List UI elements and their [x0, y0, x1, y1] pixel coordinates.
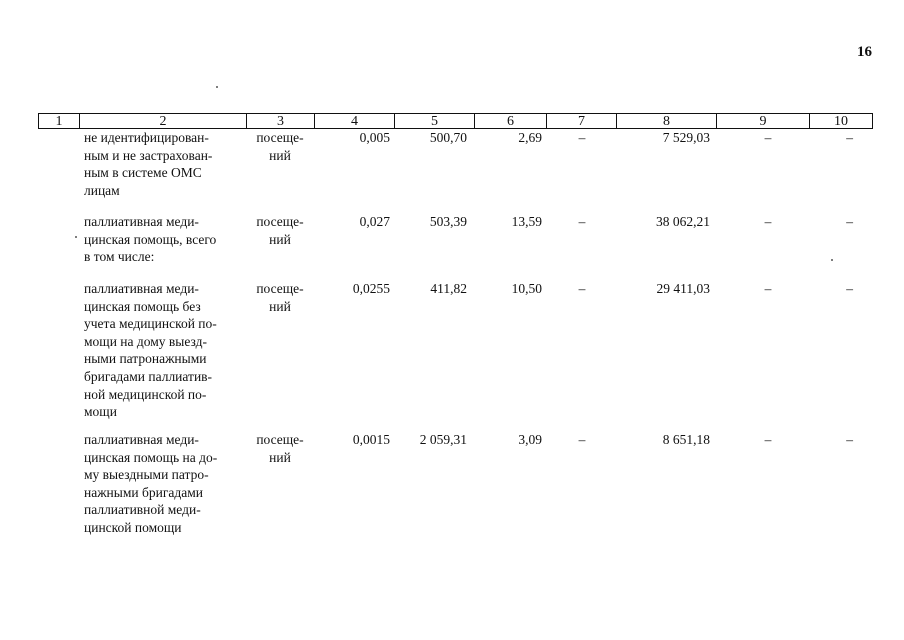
description-line: цинская помощь, всего	[84, 231, 217, 247]
description-line: ным в системе ОМС	[84, 165, 202, 181]
cell-col-8: 29 411,03	[656, 281, 710, 296]
header-col-6: 6	[475, 114, 547, 128]
unit-line: ний	[269, 449, 291, 465]
description-line: му выездными патро-	[84, 467, 209, 483]
cell-col-8: 8 651,18	[662, 432, 710, 447]
description-line: мощи на дому выезд-	[84, 333, 207, 349]
description-line: паллиативная меди-	[84, 432, 199, 447]
row-description	[84, 431, 236, 537]
header-col-3: 3	[247, 114, 315, 128]
description-line: учета медицинской по-	[84, 316, 217, 332]
row-description	[84, 129, 236, 199]
header-col-5: 5	[395, 114, 475, 128]
unit-line: посеще-	[256, 432, 304, 447]
cell-col-4: 0,0255	[352, 281, 390, 296]
description-line: нажными бригадами	[84, 484, 203, 500]
cell-col-7: –	[578, 281, 586, 296]
cell-col-10: –	[846, 432, 853, 447]
scan-speck	[216, 86, 218, 88]
unit-line: посеще-	[256, 130, 304, 145]
description-line: паллиативная меди-	[84, 281, 199, 296]
row-unit	[250, 280, 310, 315]
cell-col-7: –	[578, 214, 586, 229]
header-col-7: 7	[547, 114, 617, 128]
header-col-2: 2	[80, 114, 247, 128]
cell-col-6: 13,59	[511, 214, 542, 229]
description-line: в том числе:	[84, 249, 155, 265]
header-col-9: 9	[717, 114, 810, 128]
cell-col-4: 0,027	[359, 214, 390, 229]
cell-col-8: 38 062,21	[656, 214, 710, 229]
cell-col-9: –	[764, 281, 772, 296]
cell-col-10: –	[846, 130, 853, 145]
scan-speck	[831, 259, 833, 261]
row-description	[84, 213, 236, 266]
table-header-row	[38, 113, 873, 129]
description-line: не идентифицирован-	[84, 130, 209, 145]
unit-line: ний	[269, 231, 291, 247]
cell-col-9: –	[764, 130, 772, 145]
scan-speck	[75, 236, 77, 238]
row-unit	[250, 213, 310, 248]
description-line: цинской помощи	[84, 519, 182, 535]
cell-col-10: –	[846, 281, 853, 296]
unit-line: посеще-	[256, 281, 304, 296]
unit-line: ний	[269, 298, 291, 314]
description-line: паллиативной меди-	[84, 502, 201, 518]
cell-col-6: 10,50	[511, 281, 542, 296]
description-line: лицам	[84, 182, 120, 198]
cell-col-5: 500,70	[429, 130, 467, 145]
description-line: ными патронажными	[84, 351, 207, 367]
unit-line: посеще-	[256, 214, 304, 229]
cell-col-7: –	[578, 130, 586, 145]
header-col-10: 10	[834, 114, 848, 129]
header-col-1: 1	[39, 114, 80, 128]
description-line: цинская помощь на до-	[84, 449, 218, 465]
cell-col-5: 2 059,31	[419, 432, 467, 447]
row-description	[84, 280, 236, 421]
cell-col-8: 7 529,03	[662, 130, 710, 145]
description-line: ной медицинской по-	[84, 386, 207, 402]
unit-line: ний	[269, 147, 291, 163]
cell-col-6: 2,69	[518, 130, 542, 145]
description-line: цинская помощь без	[84, 298, 201, 314]
page-number: 16	[857, 44, 872, 60]
cell-col-4: 0,0015	[352, 432, 390, 447]
cell-col-5: 503,39	[429, 214, 467, 229]
description-line: мощи	[84, 404, 117, 420]
cell-col-9: –	[764, 432, 772, 447]
row-unit	[250, 431, 310, 466]
cell-col-6: 3,09	[518, 432, 542, 447]
description-line: ным и не застрахован-	[84, 147, 213, 163]
description-line: бригадами паллиатив-	[84, 368, 213, 384]
cell-col-5: 411,82	[430, 281, 467, 296]
cell-col-4: 0,005	[359, 130, 390, 145]
description-line: паллиативная меди-	[84, 214, 199, 229]
header-col-4: 4	[315, 114, 395, 128]
cell-col-10: –	[846, 214, 853, 229]
cell-col-7: –	[578, 432, 586, 447]
cell-col-9: –	[764, 214, 772, 229]
header-col-8: 8	[617, 114, 717, 128]
row-unit	[250, 129, 310, 164]
